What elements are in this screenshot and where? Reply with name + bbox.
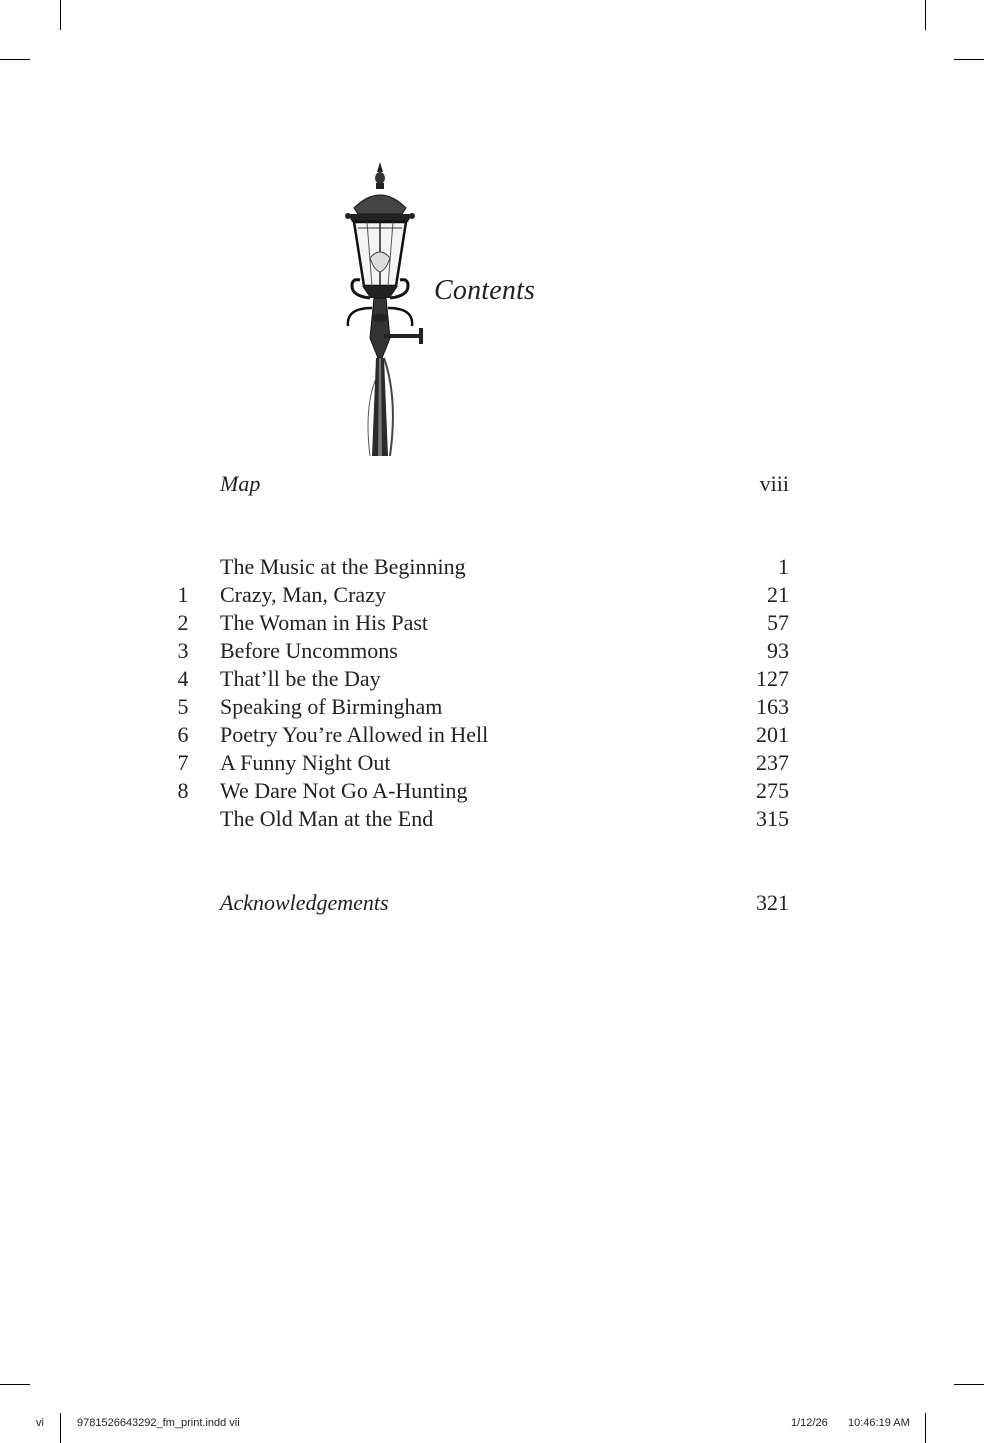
toc-entry[interactable] xyxy=(0,888,984,918)
toc-chapter-number: 4 xyxy=(177,666,189,691)
toc-chapter-number: 2 xyxy=(177,610,189,635)
toc-entry-title: We Dare Not Go A-Hunting xyxy=(220,778,468,803)
toc-entry-page: 275 xyxy=(756,778,789,803)
crop-mark xyxy=(60,1413,61,1443)
slug-left-mark: vi xyxy=(36,1417,44,1429)
toc-chapter-number: 6 xyxy=(177,722,189,747)
slug-time: 10:46:19 AM xyxy=(848,1417,910,1429)
toc-chapter-number: 7 xyxy=(177,750,189,775)
toc-entry[interactable] xyxy=(0,664,984,694)
toc-entry-page: 93 xyxy=(767,638,789,663)
crop-mark xyxy=(925,1413,926,1443)
toc-entry-page: 1 xyxy=(778,554,789,579)
toc-chapter-number: 1 xyxy=(177,582,189,607)
toc-entry-title: Before Uncommons xyxy=(220,638,398,663)
toc-entry[interactable] xyxy=(0,748,984,778)
toc-chapter-number: 8 xyxy=(177,778,189,803)
toc-entry-page: 57 xyxy=(767,610,789,635)
toc-entry[interactable] xyxy=(0,580,984,610)
toc-entry-title: The Old Man at the End xyxy=(220,806,434,831)
toc-entry-page: 201 xyxy=(756,722,789,747)
toc-entry-page: 237 xyxy=(756,750,789,775)
toc-entry-title: Poetry You’re Allowed in Hell xyxy=(220,722,489,747)
toc-entry[interactable] xyxy=(0,776,984,806)
toc-entry-page: 163 xyxy=(756,694,789,719)
crop-mark xyxy=(925,0,926,30)
toc-entry[interactable] xyxy=(0,608,984,638)
toc-entry-title: That’ll be the Day xyxy=(220,666,381,691)
crop-mark xyxy=(0,1384,30,1385)
toc-entry[interactable] xyxy=(0,552,984,582)
toc-entry-page: 127 xyxy=(756,666,789,691)
toc-entry-page: 21 xyxy=(767,582,789,607)
toc-chapter-number: 3 xyxy=(177,638,189,663)
toc-chapter-number: 5 xyxy=(177,694,189,719)
toc-entry[interactable] xyxy=(0,720,984,750)
toc-entry[interactable] xyxy=(0,469,984,499)
toc-entry-title: Speaking of Birmingham xyxy=(220,694,443,719)
slug-file-name: 9781526643292_fm_print.indd vii xyxy=(77,1417,240,1429)
toc-entry-title: The Woman in His Past xyxy=(220,610,429,635)
contents-heading: Contents xyxy=(434,275,536,306)
crop-mark xyxy=(954,1384,984,1385)
toc-entry[interactable] xyxy=(0,636,984,666)
toc-entry-title: Map xyxy=(220,471,261,496)
toc-entry[interactable] xyxy=(0,804,984,834)
toc-entry-title: The Music at the Beginning xyxy=(220,554,466,579)
toc-entry-title: A Funny Night Out xyxy=(220,750,391,775)
street-lamp-illustration xyxy=(336,158,426,458)
toc-entry-title: Acknowledgements xyxy=(220,890,389,915)
crop-mark xyxy=(0,59,30,60)
crop-mark xyxy=(954,59,984,60)
toc-entry-page: 321 xyxy=(756,890,789,915)
toc-entry-page: viii xyxy=(759,471,789,496)
toc-entry-page: 315 xyxy=(756,806,789,831)
toc-entry[interactable] xyxy=(0,692,984,722)
slug-date: 1/12/26 xyxy=(791,1417,828,1429)
crop-mark xyxy=(60,0,61,30)
toc-entry-title: Crazy, Man, Crazy xyxy=(220,582,386,607)
